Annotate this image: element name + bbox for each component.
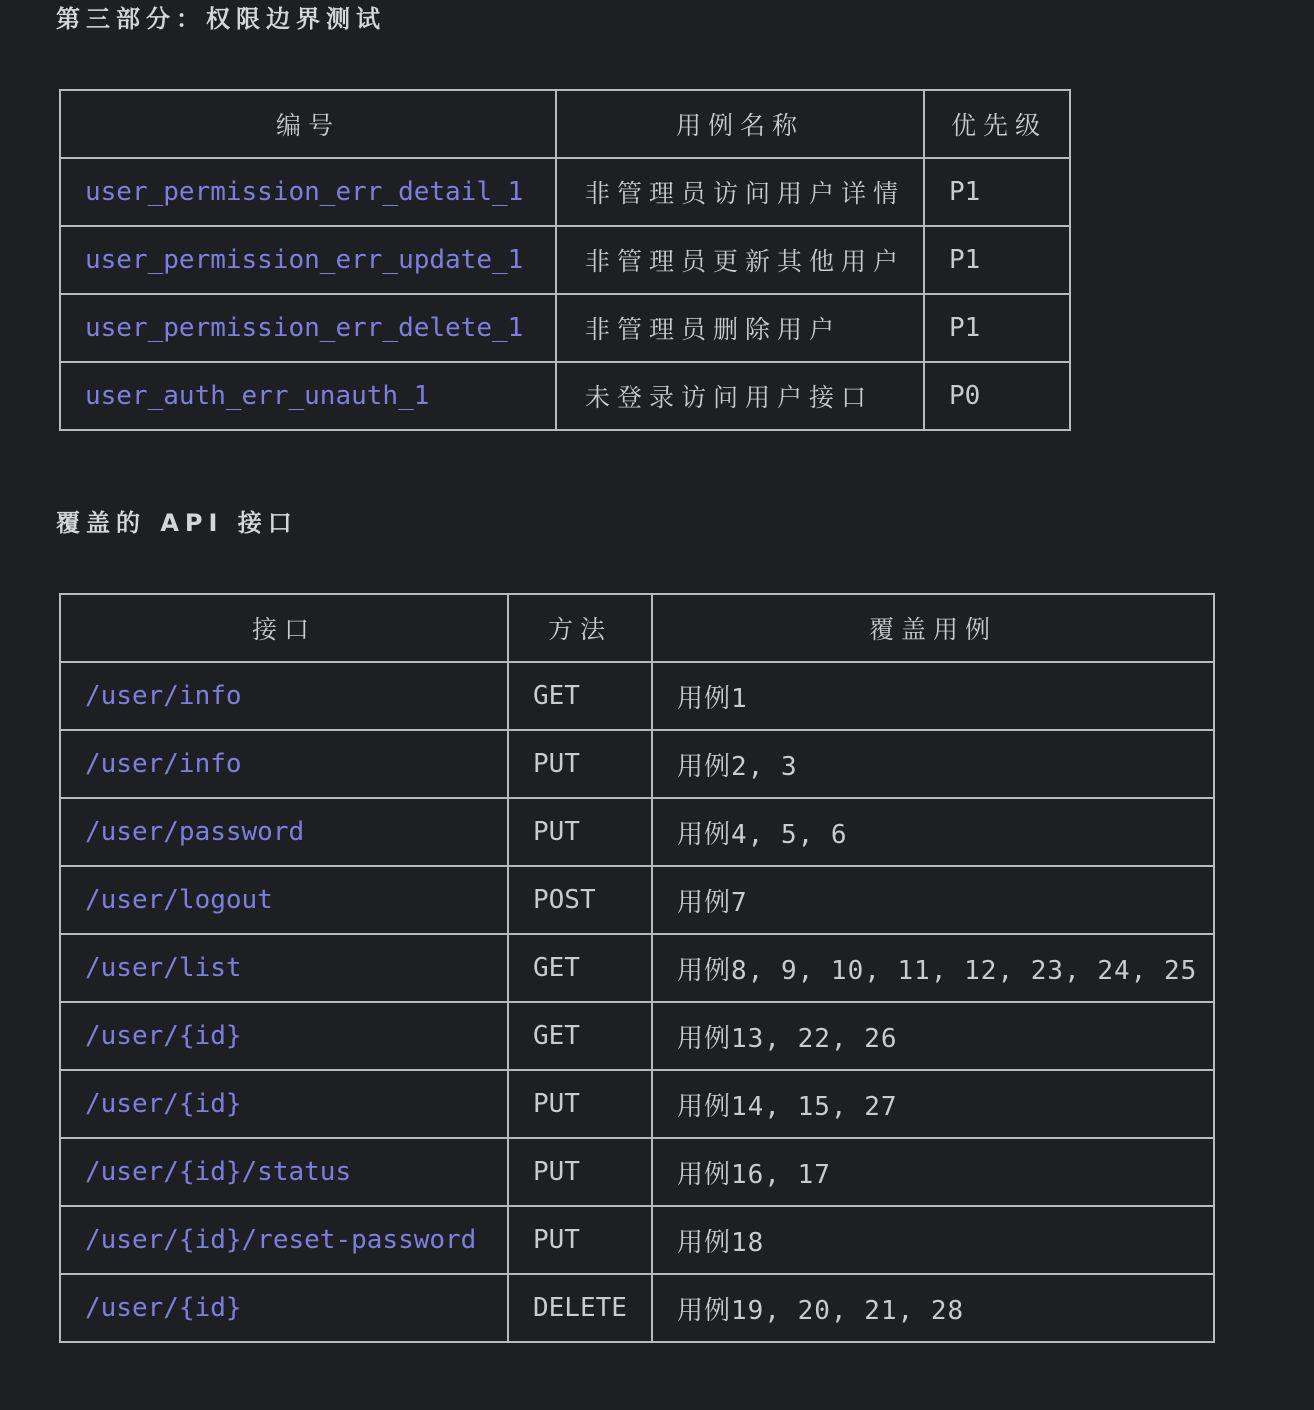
http-method: GET: [508, 934, 652, 1002]
table-row: [60, 798, 1214, 866]
case-name: 非管理员删除用户: [556, 294, 924, 362]
endpoint-path: /user/info: [60, 730, 508, 798]
covered-cases: 用例1: [652, 662, 1214, 730]
case-name: 未登录访问用户接口: [556, 362, 924, 430]
endpoint-path: /user/list: [60, 934, 508, 1002]
covered-cases: 用例14, 15, 27: [652, 1070, 1214, 1138]
section-title-api: 覆盖的 API 接口: [56, 509, 298, 537]
case-name: 非管理员更新其他用户: [556, 226, 924, 294]
case-name: 非管理员访问用户详情: [556, 158, 924, 226]
table-row: [60, 1070, 1214, 1138]
header-case-name: 用例名称: [556, 90, 924, 158]
header-id: 编号: [60, 90, 556, 158]
endpoint-path: /user/info: [60, 662, 508, 730]
table-row: [60, 158, 1070, 226]
http-method: GET: [508, 662, 652, 730]
case-id: user_auth_err_unauth_1: [60, 362, 556, 430]
case-id: user_permission_err_update_1: [60, 226, 556, 294]
table-row: [60, 730, 1214, 798]
case-priority: P1: [924, 226, 1070, 294]
table-header-row: [60, 594, 1214, 662]
http-method: DELETE: [508, 1274, 652, 1342]
table-row: [60, 1138, 1214, 1206]
http-method: PUT: [508, 1206, 652, 1274]
table-row: [60, 662, 1214, 730]
covered-cases: 用例18: [652, 1206, 1214, 1274]
table-row: [60, 866, 1214, 934]
endpoint-path: /user/{id}: [60, 1274, 508, 1342]
case-id: user_permission_err_detail_1: [60, 158, 556, 226]
table-row: [60, 1206, 1214, 1274]
header-method: 方法: [508, 594, 652, 662]
permission-test-table: [59, 89, 1071, 431]
covered-cases: 用例7: [652, 866, 1214, 934]
api-coverage-table: [59, 593, 1215, 1343]
covered-cases: 用例8, 9, 10, 11, 12, 23, 24, 25: [652, 934, 1214, 1002]
endpoint-path: /user/{id}: [60, 1002, 508, 1070]
header-covered-cases: 覆盖用例: [652, 594, 1214, 662]
http-method: PUT: [508, 730, 652, 798]
table-row: [60, 294, 1070, 362]
endpoint-path: /user/{id}/status: [60, 1138, 508, 1206]
table-row: [60, 1002, 1214, 1070]
table-row: [60, 1274, 1214, 1342]
covered-cases: 用例19, 20, 21, 28: [652, 1274, 1214, 1342]
covered-cases: 用例16, 17: [652, 1138, 1214, 1206]
case-priority: P1: [924, 158, 1070, 226]
section-title-permission: 第三部分：权限边界测试: [56, 5, 386, 33]
endpoint-path: /user/logout: [60, 866, 508, 934]
http-method: PUT: [508, 798, 652, 866]
http-method: GET: [508, 1002, 652, 1070]
case-priority: P1: [924, 294, 1070, 362]
covered-cases: 用例13, 22, 26: [652, 1002, 1214, 1070]
table-header-row: [60, 90, 1070, 158]
http-method: POST: [508, 866, 652, 934]
header-priority: 优先级: [924, 90, 1070, 158]
table-row: [60, 362, 1070, 430]
case-priority: P0: [924, 362, 1070, 430]
http-method: PUT: [508, 1138, 652, 1206]
covered-cases: 用例4, 5, 6: [652, 798, 1214, 866]
header-endpoint: 接口: [60, 594, 508, 662]
table-row: [60, 226, 1070, 294]
table-row: [60, 934, 1214, 1002]
case-id: user_permission_err_delete_1: [60, 294, 556, 362]
covered-cases: 用例2, 3: [652, 730, 1214, 798]
endpoint-path: /user/{id}/reset-password: [60, 1206, 508, 1274]
endpoint-path: /user/{id}: [60, 1070, 508, 1138]
http-method: PUT: [508, 1070, 652, 1138]
endpoint-path: /user/password: [60, 798, 508, 866]
